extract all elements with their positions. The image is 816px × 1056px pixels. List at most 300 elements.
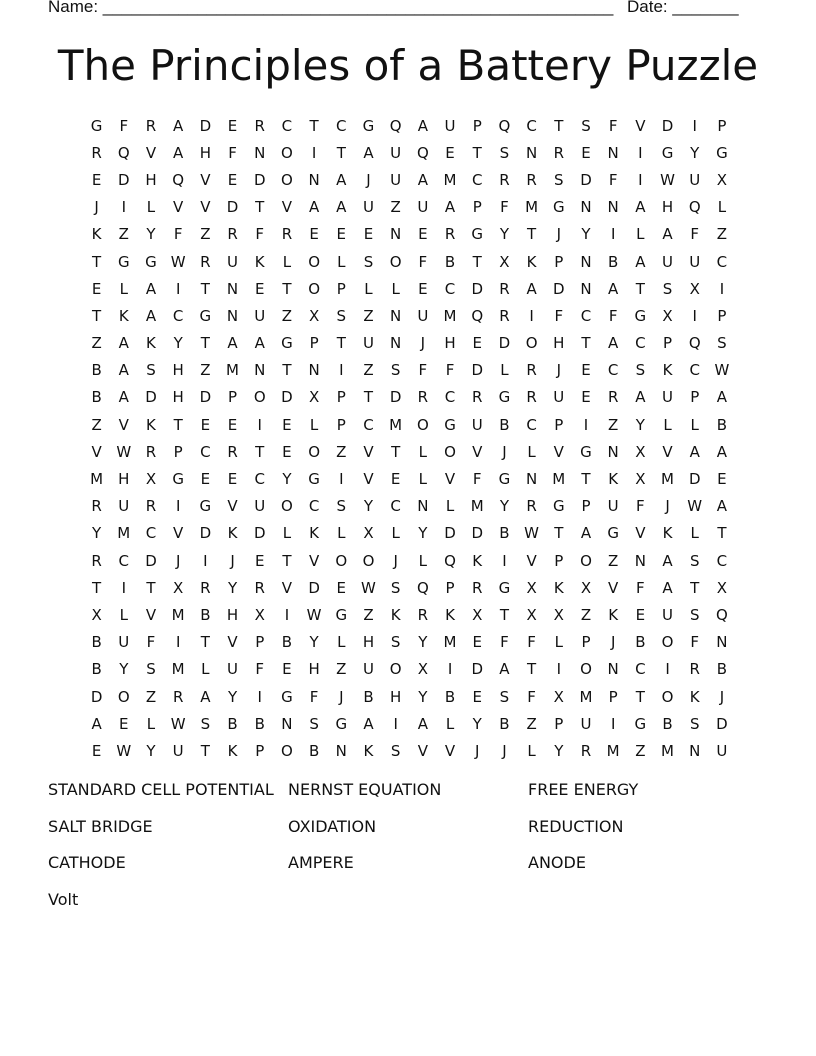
grid-letter: V — [200, 170, 211, 189]
grid-letter: O — [281, 170, 293, 189]
grid-letter: O — [661, 687, 674, 706]
grid-letter: T — [92, 252, 102, 271]
grid-letter: T — [690, 578, 700, 597]
grid-letter: Z — [608, 551, 619, 570]
grid-letter: Z — [200, 225, 211, 244]
grid-letter: P — [336, 415, 346, 434]
grid-letter: C — [281, 116, 293, 135]
grid-letter: D — [716, 714, 728, 733]
grid-letter: D — [253, 524, 266, 543]
grid-letter: A — [254, 334, 265, 353]
grid-letter: F — [636, 497, 645, 516]
grid-letter: J — [556, 225, 561, 244]
grid-letter: K — [227, 524, 238, 543]
grid-letter: C — [390, 497, 401, 516]
grid-letter: B — [444, 687, 456, 706]
grid-letter: Y — [363, 497, 374, 516]
grid-letter: X — [526, 605, 537, 624]
grid-letter: A — [308, 198, 320, 217]
grid-letter: U — [254, 306, 266, 325]
grid-letter: G — [308, 470, 320, 489]
grid-letter: A — [580, 524, 592, 543]
grid-letter: I — [257, 415, 262, 434]
grid-letter: E — [227, 415, 238, 434]
grid-letter: D — [471, 361, 483, 380]
grid-letter: K — [146, 334, 156, 353]
grid-letter: B — [308, 741, 320, 760]
grid-letter: L — [445, 714, 455, 733]
grid-letter: G — [90, 116, 103, 135]
grid-letter: P — [581, 633, 591, 652]
grid-letter: X — [417, 660, 428, 679]
grid-letter: F — [500, 633, 509, 652]
grid-letter: B — [254, 714, 265, 733]
grid-letter: K — [662, 524, 673, 543]
grid-letter: A — [526, 279, 537, 298]
grid-letter: S — [390, 741, 401, 760]
grid-letter: H — [199, 143, 211, 162]
grid-letter: S — [689, 551, 700, 570]
grid-letter: Z — [635, 741, 646, 760]
grid-letter: E — [418, 225, 428, 244]
grid-letter: C — [118, 551, 130, 570]
grid-letter: X — [635, 470, 646, 489]
grid-letter: U — [689, 170, 701, 189]
grid-letter: Y — [635, 415, 645, 434]
grid-letter: L — [146, 198, 156, 217]
grid-letter: W — [361, 578, 376, 597]
grid-letter: J — [719, 687, 725, 706]
grid-letter: N — [226, 279, 239, 298]
grid-letter: E — [472, 687, 482, 706]
grid-letter: Q — [389, 116, 402, 135]
grid-letter: N — [607, 442, 619, 461]
grid-letter: T — [527, 225, 537, 244]
grid-letter: A — [689, 442, 700, 461]
grid-letter: Y — [119, 660, 129, 679]
grid-letter: K — [363, 741, 374, 760]
grid-letter: I — [638, 143, 643, 162]
grid-letter: M — [171, 605, 185, 624]
grid-letter: H — [553, 334, 565, 353]
grid-letter: X — [91, 605, 102, 624]
grid-letter: L — [337, 252, 346, 271]
grid-letter: Z — [526, 714, 537, 733]
grid-letter: Q — [716, 605, 728, 624]
grid-letter: F — [608, 116, 618, 135]
letter-grid — [83, 112, 736, 765]
grid-letter: X — [308, 306, 320, 325]
grid-letter: I — [121, 198, 126, 217]
grid-letter: R — [580, 741, 592, 760]
grid-letter: T — [527, 660, 537, 679]
grid-letter: W — [660, 170, 675, 189]
grid-letter: L — [418, 442, 428, 461]
grid-letter: B — [227, 714, 238, 733]
grid-letter: R — [526, 170, 537, 189]
grid-letter: Y — [418, 633, 428, 652]
grid-letter: N — [254, 361, 266, 380]
grid-letter: K — [227, 741, 238, 760]
grid-letter: R — [145, 442, 157, 461]
grid-letter: V — [281, 198, 293, 217]
grid-letter: G — [498, 388, 511, 407]
grid-letter: B — [91, 361, 102, 380]
grid-letter: Z — [363, 361, 374, 380]
grid-letter: Y — [581, 225, 591, 244]
grid-letter: R — [689, 660, 700, 679]
grid-letter: P — [472, 198, 482, 217]
grid-letter: E — [581, 361, 591, 380]
grid-letter: C — [254, 470, 265, 489]
grid-letter: B — [716, 415, 728, 434]
grid-letter: P — [554, 551, 564, 570]
grid-letter: E — [390, 470, 401, 489]
grid-letter: N — [525, 470, 538, 489]
grid-letter: G — [281, 334, 293, 353]
grid-letter: R — [472, 388, 483, 407]
grid-letter: Z — [608, 415, 619, 434]
grid-letter: I — [638, 170, 643, 189]
grid-letter: P — [472, 116, 482, 135]
grid-letter: A — [716, 497, 728, 516]
grid-letter: J — [94, 198, 99, 217]
grid-letter: I — [393, 714, 398, 733]
grid-letter: Z — [363, 306, 374, 325]
grid-letter: A — [118, 388, 129, 407]
grid-letter: B — [608, 252, 619, 271]
grid-letter: E — [472, 334, 482, 353]
grid-letter: C — [689, 361, 700, 380]
grid-letter: O — [580, 551, 592, 570]
grid-letter: W — [170, 252, 186, 271]
grid-letter: S — [390, 633, 401, 652]
grid-letter: A — [200, 687, 211, 706]
grid-letter: A — [417, 116, 428, 135]
grid-letter: L — [201, 660, 210, 679]
grid-letter: P — [717, 306, 727, 325]
grid-letter: A — [635, 252, 646, 271]
grid-letter: R — [472, 578, 483, 597]
grid-letter: V — [444, 741, 456, 760]
grid-letter: P — [608, 687, 618, 706]
word-list-item: ANODE — [528, 853, 586, 872]
grid-letter: S — [581, 116, 591, 135]
grid-letter: N — [525, 143, 538, 162]
grid-letter: T — [200, 334, 210, 353]
grid-letter: G — [335, 605, 348, 624]
grid-letter: F — [608, 170, 618, 189]
word-list — [48, 776, 788, 922]
grid-letter: T — [554, 116, 564, 135]
grid-letter: U — [118, 633, 130, 652]
grid-letter: F — [527, 687, 536, 706]
grid-letter: J — [393, 551, 398, 570]
grid-letter: I — [284, 605, 290, 624]
word-list-item: OXIDATION — [288, 816, 377, 836]
grid-letter: S — [717, 334, 727, 353]
grid-letter: R — [91, 143, 102, 162]
grid-letter: T — [146, 578, 156, 597]
grid-letter: F — [445, 361, 455, 380]
grid-letter: A — [227, 334, 238, 353]
grid-letter: R — [91, 551, 102, 570]
grid-letter: E — [309, 225, 319, 244]
grid-letter: R — [553, 143, 564, 162]
grid-letter: U — [662, 252, 674, 271]
grid-letter: C — [444, 279, 456, 298]
grid-letter: V — [417, 741, 428, 760]
grid-letter: T — [717, 524, 727, 543]
grid-letter: M — [226, 361, 239, 380]
grid-letter: Z — [200, 361, 211, 380]
grid-letter: S — [336, 497, 347, 516]
grid-letter: W — [687, 497, 703, 516]
grid-letter: C — [607, 361, 619, 380]
grid-letter: P — [309, 334, 319, 353]
grid-letter: M — [171, 660, 185, 679]
grid-letter: T — [336, 334, 346, 353]
grid-letter: X — [553, 687, 564, 706]
grid-letter: V — [118, 415, 129, 434]
grid-letter: F — [690, 633, 700, 652]
grid-letter: T — [391, 442, 401, 461]
grid-letter: P — [554, 714, 564, 733]
grid-letter: C — [172, 306, 184, 325]
grid-letter: H — [444, 334, 456, 353]
grid-letter: G — [444, 415, 456, 434]
grid-letter: O — [444, 442, 456, 461]
grid-letter: R — [91, 497, 102, 516]
grid-letter: R — [227, 442, 238, 461]
grid-letter: O — [416, 415, 429, 434]
grid-letter: Y — [146, 225, 156, 244]
grid-letter: Q — [688, 334, 701, 353]
grid-letter: A — [336, 170, 347, 189]
grid-letter: N — [634, 551, 646, 570]
grid-letter: W — [116, 442, 132, 461]
word-list-item: NERNST EQUATION — [288, 780, 442, 799]
grid-letter: F — [309, 687, 319, 706]
grid-letter: V — [308, 551, 320, 570]
grid-letter: J — [230, 551, 235, 570]
grid-letter: Q — [444, 551, 456, 570]
grid-letter: F — [228, 143, 237, 162]
name-line: Name: ______________________________________________________ — [48, 0, 614, 16]
grid-letter: J — [339, 687, 344, 706]
grid-letter: T — [173, 415, 183, 434]
grid-letter: X — [145, 470, 157, 489]
grid-letter: D — [145, 551, 157, 570]
grid-letter: M — [661, 741, 674, 760]
grid-letter: U — [607, 497, 619, 516]
grid-letter: D — [471, 279, 483, 298]
grid-letter: Y — [309, 633, 319, 652]
grid-letter: K — [472, 551, 483, 570]
grid-letter: S — [363, 252, 374, 271]
grid-letter: C — [363, 415, 374, 434]
grid-letter: G — [498, 578, 511, 597]
grid-letter: R — [145, 116, 157, 135]
grid-letter: F — [418, 361, 428, 380]
grid-letter: V — [635, 524, 646, 543]
grid-letter: D — [471, 524, 483, 543]
grid-letter: J — [502, 442, 507, 461]
grid-letter: L — [418, 551, 428, 570]
grid-letter: F — [554, 306, 564, 325]
grid-letter: T — [282, 551, 292, 570]
grid-letter: R — [526, 388, 537, 407]
grid-letter: K — [445, 605, 455, 624]
grid-letter: N — [580, 198, 592, 217]
grid-letter: J — [610, 633, 616, 652]
grid-letter: A — [336, 198, 347, 217]
grid-letter: S — [662, 279, 673, 298]
grid-letter: T — [92, 306, 102, 325]
grid-letter: O — [580, 660, 592, 679]
grid-letter: L — [146, 714, 156, 733]
grid-letter: V — [608, 578, 619, 597]
grid-letter: M — [443, 170, 457, 189]
grid-letter: G — [362, 116, 375, 135]
grid-letter: L — [663, 415, 672, 434]
grid-letter: B — [716, 660, 728, 679]
grid-letter: R — [499, 279, 510, 298]
grid-letter: N — [607, 198, 619, 217]
grid-letter: E — [227, 116, 238, 135]
grid-letter: D — [281, 388, 293, 407]
grid-letter: P — [255, 633, 265, 652]
grid-letter: H — [118, 470, 130, 489]
grid-letter: R — [526, 361, 537, 380]
grid-letter: O — [362, 551, 375, 570]
grid-letter: Y — [146, 741, 156, 760]
grid-letter: V — [173, 524, 184, 543]
grid-letter: T — [200, 633, 210, 652]
grid-letter: D — [580, 170, 592, 189]
grid-letter: P — [663, 334, 673, 353]
grid-letter: E — [336, 578, 347, 597]
grid-letter: H — [172, 361, 184, 380]
grid-letter: A — [145, 279, 157, 298]
grid-letter: N — [580, 279, 592, 298]
grid-letter: H — [362, 633, 375, 652]
grid-letter: X — [254, 605, 265, 624]
grid-letter: Q — [471, 306, 484, 325]
grid-letter: H — [145, 170, 157, 189]
grid-letter: Q — [688, 198, 701, 217]
grid-letter: N — [390, 225, 402, 244]
grid-letter: P — [581, 497, 591, 516]
grid-letter: I — [121, 578, 126, 597]
grid-letter: L — [119, 279, 128, 298]
grid-letter: G — [634, 714, 647, 733]
grid-letter: Y — [173, 334, 183, 353]
grid-letter: D — [226, 198, 239, 217]
grid-letter: N — [281, 714, 293, 733]
grid-letter: T — [336, 143, 346, 162]
grid-letter: P — [554, 415, 564, 434]
grid-letter: X — [689, 279, 700, 298]
grid-letter: W — [714, 361, 730, 380]
grid-letter: U — [471, 415, 483, 434]
grid-letter: I — [529, 306, 534, 325]
grid-letter: C — [526, 415, 537, 434]
grid-letter: U — [227, 660, 239, 679]
grid-letter: U — [662, 388, 674, 407]
grid-letter: S — [146, 660, 156, 679]
grid-letter: M — [90, 470, 104, 489]
word-list-item: SALT BRIDGE — [48, 816, 153, 836]
word-list-item: Volt — [48, 889, 79, 909]
grid-letter: F — [255, 660, 265, 679]
grid-letter: A — [662, 225, 673, 244]
grid-letter: L — [282, 524, 292, 543]
grid-letter: D — [498, 334, 511, 353]
puzzle-title: The Principles of a Battery Puzzle — [57, 41, 759, 90]
grid-letter: C — [526, 116, 537, 135]
grid-letter: Q — [117, 143, 130, 162]
grid-letter: L — [527, 442, 536, 461]
grid-letter: E — [282, 442, 292, 461]
grid-letter: N — [390, 334, 402, 353]
grid-letter: I — [175, 497, 181, 516]
grid-letter: O — [117, 687, 130, 706]
grid-letter: I — [610, 225, 616, 244]
grid-letter: E — [254, 551, 265, 570]
grid-letter: G — [199, 306, 212, 325]
grid-letter: R — [254, 578, 265, 597]
grid-letter: U — [362, 660, 374, 679]
grid-letter: N — [390, 306, 402, 325]
grid-letter: A — [173, 116, 184, 135]
grid-letter: X — [173, 578, 184, 597]
grid-letter: S — [200, 714, 211, 733]
grid-letter: I — [447, 660, 453, 679]
grid-letter: S — [309, 714, 319, 733]
grid-letter: X — [716, 170, 728, 189]
grid-letter: G — [471, 225, 484, 244]
grid-letter: J — [366, 170, 371, 189]
grid-letter: T — [581, 470, 591, 489]
grid-letter: K — [254, 252, 265, 271]
grid-letter: D — [199, 116, 212, 135]
grid-letter: L — [418, 470, 428, 489]
grid-letter: J — [475, 741, 480, 760]
grid-letter: D — [661, 116, 674, 135]
grid-letter: O — [308, 279, 320, 298]
grid-letter: E — [91, 741, 102, 760]
grid-letter: K — [608, 605, 619, 624]
grid-letter: A — [608, 334, 619, 353]
grid-letter: T — [255, 442, 265, 461]
grid-letter: U — [716, 741, 728, 760]
grid-letter: Z — [118, 225, 129, 244]
grid-letter: D — [118, 170, 130, 189]
grid-letter: M — [525, 198, 539, 217]
grid-letter: G — [498, 470, 511, 489]
grid-letter: C — [716, 252, 728, 271]
grid-letter: A — [363, 143, 374, 162]
grid-letter: V — [526, 551, 537, 570]
grid-letter: L — [364, 279, 373, 298]
grid-letter: F — [636, 578, 645, 597]
grid-letter: V — [145, 143, 157, 162]
grid-letter: E — [581, 388, 591, 407]
grid-letter: R — [444, 225, 456, 244]
grid-letter: Y — [690, 143, 700, 162]
grid-letter: X — [716, 578, 728, 597]
